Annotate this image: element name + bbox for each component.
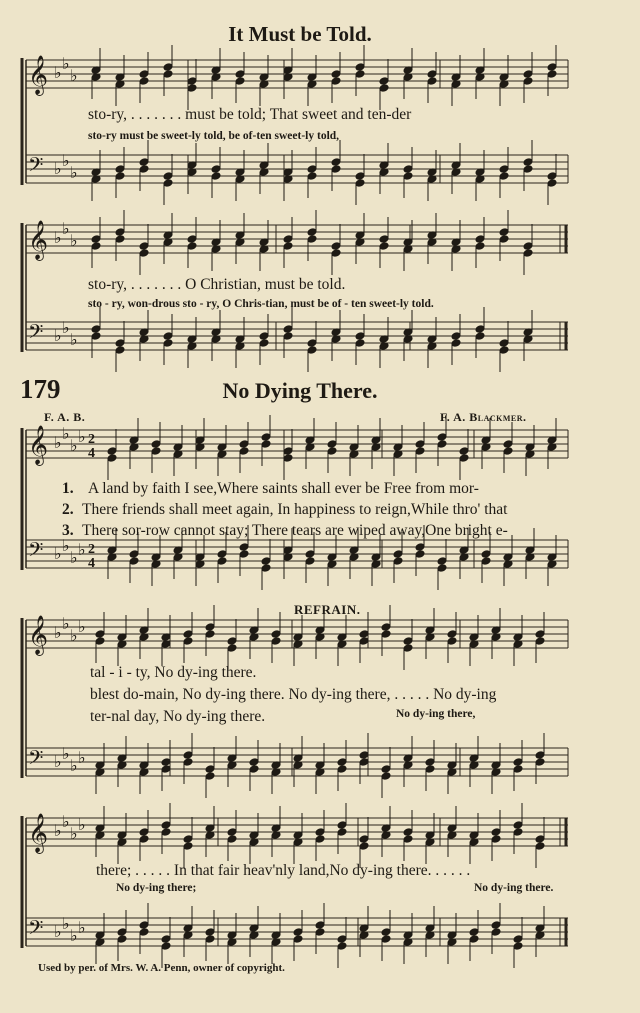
note-head: [451, 332, 461, 341]
note-head: [305, 557, 315, 566]
note-head: [425, 765, 435, 774]
note-head: [523, 242, 533, 251]
note-head: [499, 228, 509, 237]
note-head: [307, 165, 317, 174]
svg-text:♭: ♭: [70, 231, 78, 250]
note-head: [523, 158, 533, 167]
note-head: [381, 630, 391, 639]
note-head: [469, 928, 479, 937]
lyric-line-bass: sto - ry, won-drous sto - ry, O Chris-tian, must be of - ten sweet-ly told.: [88, 298, 434, 310]
note-head: [239, 447, 249, 456]
svg-text:♭: ♭: [62, 914, 70, 933]
note-head: [161, 821, 171, 830]
note-head: [307, 235, 317, 244]
note-head: [235, 70, 245, 79]
svg-text:𝄞: 𝄞: [28, 615, 49, 655]
note-head: [381, 623, 391, 632]
note-head: [91, 325, 101, 334]
hymn-title-it-must-be-told: It Must be Told.: [228, 22, 372, 46]
note-head: [239, 543, 249, 552]
svg-text:♭: ♭: [70, 163, 78, 182]
note-head: [355, 339, 365, 348]
note-head: [513, 765, 523, 774]
note-head: [499, 165, 509, 174]
svg-text:♭: ♭: [70, 66, 78, 85]
note-head: [355, 332, 365, 341]
note-head: [205, 772, 215, 781]
note-head: [95, 630, 105, 639]
note-head: [513, 935, 523, 944]
note-head: [403, 828, 413, 837]
note-head: [315, 828, 325, 837]
note-head: [535, 637, 545, 646]
echo-lyric: No dy-ing there.: [474, 882, 554, 894]
note-head: [139, 928, 149, 937]
note-head: [283, 242, 293, 251]
note-head: [499, 172, 509, 181]
note-head: [355, 179, 365, 188]
svg-text:♭: ♭: [62, 536, 70, 555]
note-head: [271, 637, 281, 646]
note-head: [91, 332, 101, 341]
note-head: [499, 235, 509, 244]
note-head: [355, 63, 365, 72]
note-head: [491, 921, 501, 930]
note-head: [379, 235, 389, 244]
note-head: [523, 70, 533, 79]
svg-text:𝄢: 𝄢: [28, 320, 44, 348]
note-head: [261, 433, 271, 442]
refrain-lyrics: [90, 664, 496, 730]
note-head: [283, 325, 293, 334]
author-words: F. A. B.: [44, 410, 86, 424]
note-head: [227, 835, 237, 844]
svg-text:♭: ♭: [70, 548, 78, 567]
svg-text:𝄢: 𝄢: [28, 916, 44, 944]
svg-text:♭: ♭: [54, 752, 62, 771]
note-head: [227, 644, 237, 653]
note-head: [337, 828, 347, 837]
note-head: [211, 172, 221, 181]
note-head: [163, 179, 173, 188]
svg-text:♭: ♭: [70, 926, 78, 945]
svg-text:♭: ♭: [62, 151, 70, 170]
note-head: [437, 433, 447, 442]
note-head: [261, 564, 271, 573]
svg-text:♭: ♭: [62, 744, 70, 763]
lyric-line: ter-nal day, No dy-ing there.: [90, 708, 266, 725]
note-head: [315, 835, 325, 844]
note-head: [475, 332, 485, 341]
svg-text:𝄢: 𝄢: [28, 538, 44, 566]
verse-text: A land by faith I see,Where saints shall ever be Free from mor-: [88, 480, 479, 497]
svg-text:♭: ♭: [70, 824, 78, 843]
svg-text:♭: ♭: [78, 815, 86, 834]
hymn-title-no-dying-there: No Dying There.: [222, 378, 378, 403]
note-head: [161, 935, 171, 944]
note-head: [115, 346, 125, 355]
svg-text:𝄞: 𝄞: [28, 220, 49, 260]
note-head: [355, 70, 365, 79]
svg-text:♭: ♭: [62, 424, 70, 443]
note-head: [115, 228, 125, 237]
note-head: [227, 637, 237, 646]
note-head: [115, 165, 125, 174]
note-head: [355, 172, 365, 181]
note-head: [217, 550, 227, 559]
note-head: [415, 550, 425, 559]
note-head: [381, 935, 391, 944]
note-head: [481, 557, 491, 566]
note-head: [327, 447, 337, 456]
svg-text:♭: ♭: [54, 63, 62, 82]
svg-text:𝄞: 𝄞: [28, 425, 49, 465]
note-head: [535, 835, 545, 844]
verse-number: 2.: [62, 501, 74, 518]
note-head: [513, 758, 523, 767]
svg-text:𝄢: 𝄢: [28, 153, 44, 181]
note-head: [283, 447, 293, 456]
note-head: [459, 454, 469, 463]
note-head: [535, 842, 545, 851]
note-head: [139, 242, 149, 251]
note-head: [393, 557, 403, 566]
note-head: [163, 339, 173, 348]
note-head: [307, 339, 317, 348]
note-head: [331, 77, 341, 86]
verse-2: [62, 501, 508, 522]
lyric-line: blest do-main, No dy-ing there. No dy-ing there, . . . . . No dy-ing: [90, 686, 497, 703]
note-head: [307, 346, 317, 355]
note-head: [117, 928, 127, 937]
note-head: [475, 242, 485, 251]
note-head: [187, 235, 197, 244]
svg-text:♭: ♭: [62, 812, 70, 831]
svg-text:♭: ♭: [78, 748, 86, 767]
note-head: [415, 447, 425, 456]
note-head: [503, 447, 513, 456]
note-head: [163, 172, 173, 181]
note-head: [359, 842, 369, 851]
note-head: [513, 942, 523, 951]
note-head: [327, 440, 337, 449]
note-head: [249, 758, 259, 767]
svg-text:♭: ♭: [62, 54, 70, 73]
note-head: [415, 440, 425, 449]
note-head: [183, 758, 193, 767]
verse-text: There friends shall meet again, In happiness to reign,While thro' that: [82, 501, 508, 518]
note-head: [447, 637, 457, 646]
note-head: [359, 835, 369, 844]
note-head: [205, 928, 215, 937]
note-head: [217, 557, 227, 566]
note-head: [427, 70, 437, 79]
note-head: [139, 77, 149, 86]
svg-text:♭: ♭: [54, 228, 62, 247]
note-head: [95, 637, 105, 646]
note-head: [249, 765, 259, 774]
note-head: [163, 70, 173, 79]
note-head: [261, 440, 271, 449]
svg-text:♭: ♭: [54, 623, 62, 642]
note-head: [535, 751, 545, 760]
lyric-line: tal - i - ty, No dy-ing there.: [90, 664, 257, 681]
lyric-line: there; . . . . . In that fair heav'nly land,No dy-ing there. . . . . .: [96, 862, 471, 879]
note-head: [293, 935, 303, 944]
hymn-number: 179: [20, 374, 61, 404]
svg-text:♭: ♭: [70, 626, 78, 645]
note-head: [163, 63, 173, 72]
note-head: [139, 921, 149, 930]
note-head: [115, 172, 125, 181]
svg-text:4: 4: [88, 556, 95, 571]
verse-block: [62, 480, 508, 543]
svg-text:♭: ♭: [62, 219, 70, 238]
note-head: [151, 447, 161, 456]
note-head: [205, 623, 215, 632]
note-head: [315, 921, 325, 930]
note-head: [139, 835, 149, 844]
verse-number: 3.: [62, 522, 74, 539]
note-head: [211, 165, 221, 174]
note-head: [547, 63, 557, 72]
refrain-label: REFRAIN.: [294, 602, 361, 617]
note-head: [187, 84, 197, 93]
svg-text:4: 4: [88, 446, 95, 461]
note-head: [337, 758, 347, 767]
note-head: [403, 165, 413, 174]
note-head: [379, 84, 389, 93]
note-head: [331, 249, 341, 258]
note-head: [503, 440, 513, 449]
note-head: [205, 630, 215, 639]
svg-text:♭: ♭: [78, 540, 86, 559]
note-head: [535, 758, 545, 767]
note-head: [437, 557, 447, 566]
svg-text:♭: ♭: [62, 614, 70, 633]
note-head: [447, 630, 457, 639]
svg-text:♭: ♭: [70, 756, 78, 775]
note-head: [337, 942, 347, 951]
svg-text:𝄞: 𝄞: [28, 55, 49, 95]
verse-1: [62, 480, 508, 501]
svg-text:2: 2: [88, 432, 95, 447]
note-head: [91, 235, 101, 244]
svg-text:♭: ♭: [78, 617, 86, 636]
note-head: [115, 339, 125, 348]
note-head: [359, 630, 369, 639]
lyric-line: sto-ry, . . . . . . . must be told; That sweet and ten-der: [88, 106, 412, 123]
note-head: [307, 228, 317, 237]
note-head: [163, 332, 173, 341]
svg-text:♭: ♭: [78, 427, 86, 446]
note-head: [187, 77, 197, 86]
note-head: [117, 935, 127, 944]
note-head: [513, 828, 523, 837]
note-head: [259, 339, 269, 348]
note-head: [425, 758, 435, 767]
svg-text:𝄢: 𝄢: [28, 746, 44, 774]
note-head: [491, 928, 501, 937]
svg-text:♭: ♭: [78, 918, 86, 937]
note-head: [547, 70, 557, 79]
note-head: [187, 242, 197, 251]
note-head: [403, 637, 413, 646]
note-head: [359, 637, 369, 646]
note-head: [535, 630, 545, 639]
note-head: [305, 550, 315, 559]
note-head: [183, 842, 193, 851]
note-head: [161, 758, 171, 767]
note-head: [331, 165, 341, 174]
note-head: [491, 828, 501, 837]
note-head: [359, 758, 369, 767]
note-head: [547, 179, 557, 188]
verse-3: [62, 522, 508, 543]
lyric-line: sto-ry, . . . . . . . O Christian, must be told.: [88, 276, 346, 293]
note-head: [227, 828, 237, 837]
note-head: [337, 935, 347, 944]
note-head: [183, 751, 193, 760]
note-head: [129, 550, 139, 559]
svg-text:♭: ♭: [54, 544, 62, 563]
svg-text:♭: ♭: [70, 330, 78, 349]
svg-text:♭: ♭: [54, 433, 62, 452]
note-head: [513, 821, 523, 830]
note-head: [415, 543, 425, 552]
note-head: [393, 550, 403, 559]
verse-number: 1.: [62, 480, 74, 497]
note-head: [239, 440, 249, 449]
note-head: [337, 821, 347, 830]
note-head: [139, 70, 149, 79]
note-head: [261, 557, 271, 566]
note-head: [161, 828, 171, 837]
svg-text:♭: ♭: [54, 922, 62, 941]
note-head: [271, 630, 281, 639]
note-head: [499, 339, 509, 348]
note-head: [139, 249, 149, 258]
note-head: [115, 235, 125, 244]
note-head: [459, 447, 469, 456]
note-head: [523, 165, 533, 174]
note-head: [491, 835, 501, 844]
note-head: [547, 172, 557, 181]
svg-text:2: 2: [88, 542, 95, 557]
note-head: [283, 235, 293, 244]
echo-lyric: No dy-ing there,: [396, 708, 476, 720]
note-head: [151, 440, 161, 449]
svg-text:♭: ♭: [54, 821, 62, 840]
note-head: [205, 935, 215, 944]
author-music: F. A. Blackmer.: [440, 410, 527, 424]
note-head: [205, 765, 215, 774]
note-head: [379, 242, 389, 251]
note-head: [139, 828, 149, 837]
note-head: [183, 630, 193, 639]
note-head: [283, 332, 293, 341]
copyright-footer: Used by per. of Mrs. W. A. Penn, owner of copyright.: [38, 962, 285, 974]
note-head: [381, 765, 391, 774]
note-head: [107, 447, 117, 456]
note-head: [499, 346, 509, 355]
note-head: [161, 765, 171, 774]
note-head: [379, 77, 389, 86]
verse-text: There sor-row cannot stay; There tears are wiped away,One bright e-: [82, 522, 508, 539]
note-head: [139, 165, 149, 174]
note-head: [437, 440, 447, 449]
note-head: [139, 158, 149, 167]
note-head: [381, 928, 391, 937]
note-head: [523, 249, 533, 258]
note-head: [107, 454, 117, 463]
note-head: [239, 550, 249, 559]
note-head: [129, 557, 139, 566]
svg-text:𝄞: 𝄞: [28, 813, 49, 853]
note-head: [331, 70, 341, 79]
note-head: [283, 454, 293, 463]
note-head: [183, 835, 193, 844]
svg-text:♭: ♭: [54, 159, 62, 178]
note-head: [481, 550, 491, 559]
note-head: [359, 751, 369, 760]
note-head: [469, 935, 479, 944]
note-head: [235, 77, 245, 86]
note-head: [331, 158, 341, 167]
note-head: [183, 637, 193, 646]
note-head: [331, 242, 341, 251]
note-head: [293, 928, 303, 937]
note-head: [161, 942, 171, 951]
note-head: [437, 564, 447, 573]
note-head: [315, 928, 325, 937]
note-head: [427, 77, 437, 86]
note-head: [451, 339, 461, 348]
note-head: [475, 235, 485, 244]
note-head: [381, 772, 391, 781]
note-head: [475, 325, 485, 334]
note-head: [91, 242, 101, 251]
note-head: [259, 332, 269, 341]
svg-text:♭: ♭: [62, 318, 70, 337]
note-head: [307, 172, 317, 181]
note-head: [403, 835, 413, 844]
note-head: [403, 172, 413, 181]
note-head: [337, 765, 347, 774]
note-head: [403, 644, 413, 653]
note-head: [523, 77, 533, 86]
echo-lyric: No dy-ing there;: [116, 882, 197, 894]
lyric-line-bass: sto-ry must be sweet-ly told, be of-ten sweet-ly told,: [88, 130, 340, 142]
svg-text:♭: ♭: [54, 326, 62, 345]
svg-text:♭: ♭: [70, 436, 78, 455]
